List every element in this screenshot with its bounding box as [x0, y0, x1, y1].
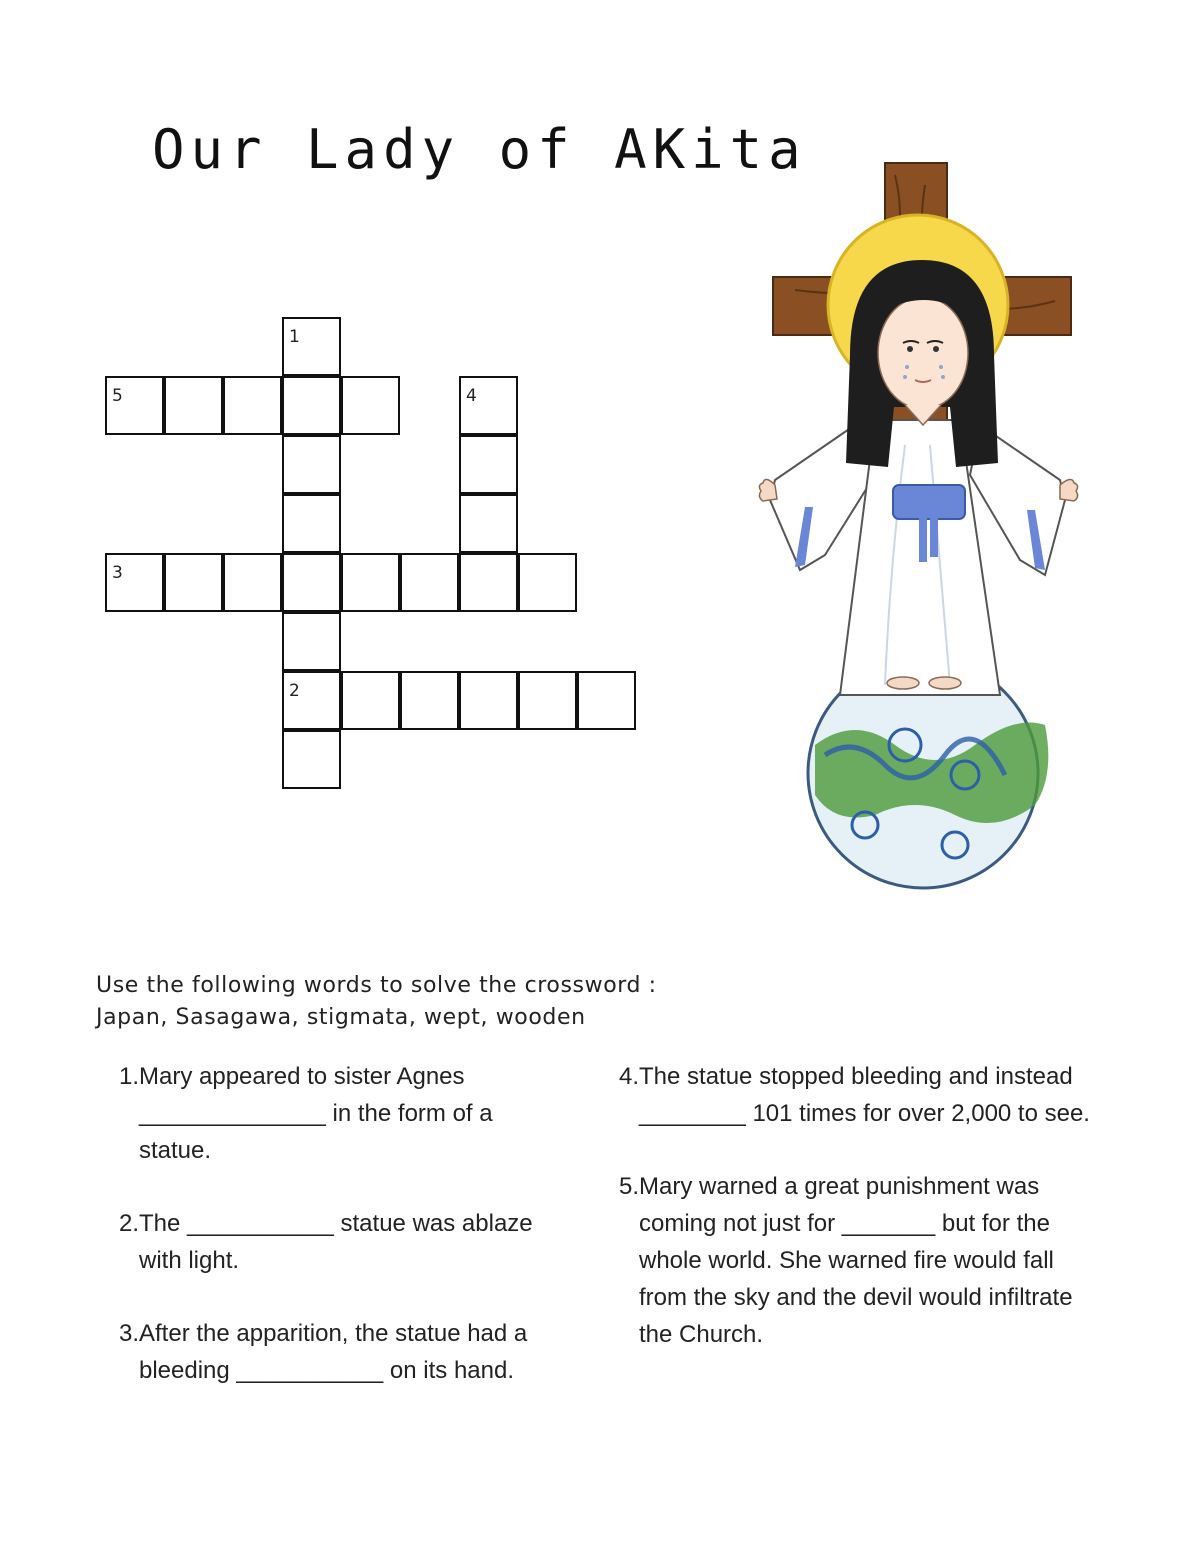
crossword-cell[interactable]: [164, 376, 223, 435]
clue-text: The ___________ statue was ablaze with light.: [139, 1210, 533, 1274]
clue-text: After the apparition, the statue had a bleeding ___________ on its hand.: [139, 1320, 528, 1384]
clue-number: 5.: [618, 1173, 639, 1200]
clue-item: [612, 1168, 1092, 1353]
crossword-cell[interactable]: [282, 553, 341, 612]
crossword-cell[interactable]: [459, 671, 518, 730]
crossword-cell[interactable]: [400, 553, 459, 612]
crossword-cell[interactable]: [459, 494, 518, 553]
clue-item: [612, 1058, 1092, 1132]
crossword-cell[interactable]: [282, 435, 341, 494]
crossword-cell[interactable]: [105, 376, 164, 435]
crossword-cell[interactable]: [164, 553, 223, 612]
crossword-cell[interactable]: [105, 553, 164, 612]
clue-number: 1.: [118, 1063, 139, 1090]
clue-number: 5: [112, 386, 123, 406]
crossword-cell[interactable]: [577, 671, 636, 730]
clue-number: 3.: [118, 1320, 139, 1347]
crossword-cell[interactable]: [223, 553, 282, 612]
crossword-cell[interactable]: [282, 671, 341, 730]
crossword-cell[interactable]: [282, 612, 341, 671]
crossword-cell[interactable]: [400, 671, 459, 730]
crossword-cell[interactable]: [282, 317, 341, 376]
clue-item: [112, 1058, 552, 1169]
crossword-cell[interactable]: [518, 671, 577, 730]
crossword-cell[interactable]: [518, 553, 577, 612]
clue-item: [112, 1315, 552, 1389]
crossword-cell[interactable]: [341, 376, 400, 435]
clues-right-column: [612, 1058, 1092, 1389]
clues-left-column: [112, 1058, 552, 1425]
our-lady-illustration: [755, 155, 1100, 895]
clue-number: 4.: [618, 1063, 639, 1090]
clue-number: 2: [289, 681, 300, 701]
clue-number: 1: [289, 327, 300, 347]
clue-item: [112, 1205, 552, 1279]
crossword-cell[interactable]: [341, 671, 400, 730]
clue-number: 2.: [118, 1210, 139, 1237]
clue-text: The statue stopped bleeding and instead ________ 101 times for over 2,000 to see.: [639, 1063, 1090, 1127]
instructions: [96, 970, 657, 1034]
crossword-cell[interactable]: [282, 730, 341, 789]
crossword-cell[interactable]: [282, 376, 341, 435]
crossword-cell[interactable]: [459, 435, 518, 494]
crossword-cell[interactable]: [282, 494, 341, 553]
word-bank: Japan, Sasagawa, stigmata, wept, wooden: [96, 1005, 586, 1030]
crossword-cell[interactable]: [341, 553, 400, 612]
instructions-line: Use the following words to solve the crossword :: [96, 973, 657, 998]
crossword-cell[interactable]: [223, 376, 282, 435]
crossword-cell[interactable]: [459, 376, 518, 435]
clue-text: Mary appeared to sister Agnes ______________ in the form of a statue.: [139, 1063, 493, 1164]
page-title: Our Lady of AKita: [152, 118, 807, 181]
clue-number: 3: [112, 563, 123, 583]
clue-text: Mary warned a great punishment was coming not just for _______ but for the whole world. She warned fire would fall from the sky and the devil would infiltrate the Church.: [639, 1173, 1073, 1348]
crossword-cell[interactable]: [459, 553, 518, 612]
clue-number: 4: [466, 386, 477, 406]
